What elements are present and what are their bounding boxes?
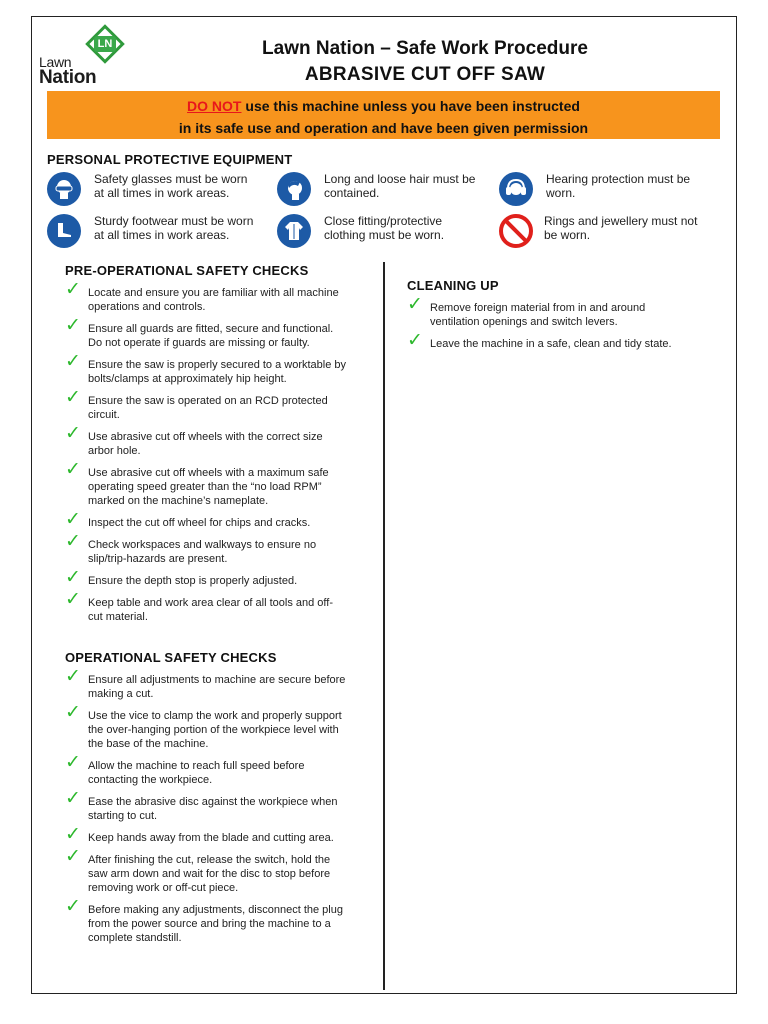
document-subtitle: ABRASIVE CUT OFF SAW [304,64,546,85]
check-item-line: Keep hands away from the blade and cutting area. [88,832,334,844]
safety-boots-icon [47,214,81,248]
checkmark-icon: ✓ [65,509,81,530]
checkmark-icon: ✓ [65,315,81,336]
check-item [65,896,375,945]
checkmark-icon: ✓ [65,702,81,723]
ppe-item [47,214,253,248]
checkmark-icon: ✓ [65,567,81,588]
protective-clothing-icon [277,214,311,248]
operational-list [65,666,375,945]
ppe-text [546,172,690,200]
check-item-line: operating speed greater than the “no load RPM” [88,481,322,493]
ppe-line: at all times in work areas. [94,228,230,242]
logo-wordmark [39,54,97,88]
check-item [65,387,375,422]
ppe-line: Close fitting/protective [324,214,443,228]
check-item-line: arbor hole. [88,445,141,457]
check-item-line: saw arm down and wait for the disc to stop before [88,868,331,880]
checkmark-icon: ✓ [65,788,81,809]
check-item-line: Ease the abrasive disc against the workpiece when [88,796,338,808]
do-not-text: DO NOT [187,98,242,114]
checkmark-icon: ✓ [407,330,423,351]
check-item [65,509,375,530]
check-item-line: from the power source and bring the machine to a [88,918,331,930]
ppe-text [324,214,444,242]
hair-net-icon [277,172,311,206]
check-item-line: removing work or off-cut piece. [88,882,239,894]
ppe-item [277,214,444,248]
check-item [65,846,375,895]
checkmark-icon: ✓ [65,824,81,845]
ppe-text [94,214,253,242]
banner-line2: in its safe use and operation and have been given permission [178,120,589,136]
check-item-line: Ensure the saw is properly secured to a worktable by [88,359,347,371]
checkmark-icon: ✓ [65,351,81,372]
document-title: Lawn Nation – Safe Work Procedure [262,38,588,59]
checkmark-icon: ✓ [407,294,423,315]
logo-line1: Lawn [39,54,72,70]
check-item [65,702,375,751]
ppe-line: Rings and jewellery must not [544,214,698,228]
ppe-item [499,172,690,206]
warning-banner [47,91,720,139]
check-item-line: operations and controls. [88,301,206,313]
check-item [65,824,375,845]
ppe-line: clothing must be worn. [324,228,445,242]
check-item [65,423,375,458]
hearing-protection-icon [499,172,533,206]
check-item-line: starting to cut. [88,810,158,822]
check-item-line: cut material. [88,611,148,623]
check-item-line: Do not operate if guards are missing or faulty. [88,337,310,349]
check-item-line: Ensure the saw is operated on an RCD protected [88,395,328,407]
check-item [65,351,375,386]
check-item-line: Use abrasive cut off wheels with the correct size [88,431,323,443]
check-item-line: Leave the machine in a safe, clean and tidy state. [430,338,672,350]
checkmark-icon: ✓ [65,896,81,917]
ppe-item [47,172,247,206]
ppe-heading: PERSONAL PROTECTIVE EQUIPMENT [47,152,293,167]
checkmark-icon: ✓ [65,279,81,300]
check-item-line: complete standstill. [88,932,182,944]
check-item-line: making a cut. [88,688,154,700]
check-item-line: Keep table and work area clear of all tools and off- [88,597,334,609]
ppe-line: at all times in work areas. [94,186,230,200]
pre-operational-heading: PRE-OPERATIONAL SAFETY CHECKS [65,263,309,278]
ppe-line: contained. [324,186,380,200]
check-item-line: Ensure all guards are fitted, secure and functional. [88,323,334,335]
check-item-line: bolts/clamps at approximately hip height. [88,373,287,385]
column-divider [383,262,385,990]
check-item-line: the base of the machine. [88,738,209,750]
cleaning-heading: CLEANING UP [407,278,499,293]
check-item-line: ventilation openings and switch levers. [430,316,618,328]
check-item-line: Inspect the cut off wheel for chips and cracks. [88,517,311,529]
banner-line1-rest: use this machine unless you have been instructed [241,98,580,114]
check-item [65,459,375,508]
checkmark-icon: ✓ [65,666,81,687]
check-item-line: Locate and ensure you are familiar with all machine [88,287,339,299]
check-item-line: slip/trip-hazards are present. [88,553,228,565]
safety-glasses-icon [47,172,81,206]
check-item-line: circuit. [88,409,120,421]
banner-line1 [47,95,720,117]
check-item-line: Before making any adjustments, disconnect the plug [88,904,343,916]
check-item-line: Use abrasive cut off wheels with a maximum safe [88,467,329,479]
check-item-line: Ensure all adjustments to machine are secure before [88,674,346,686]
cleaning-list [407,294,707,351]
ppe-text [94,172,247,200]
check-item-line: Use the vice to clamp the work and properly support [88,710,342,722]
ppe-text [544,214,697,242]
ppe-line: Safety glasses must be worn [94,172,248,186]
check-item-line: marked on the machine’s nameplate. [88,495,269,507]
lawn-nation-logo [39,28,119,88]
check-item [65,589,375,624]
check-item-line: Check workspaces and walkways to ensure no [88,539,317,551]
check-item-line: contacting the workpiece. [88,774,213,786]
check-item [407,330,707,351]
logo-line2: Nation [39,67,97,88]
ppe-line: worn. [546,186,576,200]
check-item [65,752,375,787]
checkmark-icon: ✓ [65,459,81,480]
pre-operational-list [65,279,375,624]
check-item [407,294,707,329]
checkmark-icon: ✓ [65,589,81,610]
check-item [65,666,375,701]
check-item [65,279,375,314]
check-item [65,315,375,350]
ppe-line: Long and loose hair must be [324,172,476,186]
logo-badge: LN [94,36,116,52]
ppe-text [324,172,475,200]
check-item [65,567,375,588]
check-item-line: Allow the machine to reach full speed before [88,760,305,772]
check-item-line: the over-hanging portion of the workpiece level with [88,724,339,736]
checkmark-icon: ✓ [65,752,81,773]
ppe-item [277,172,475,206]
check-item [65,531,375,566]
checkmark-icon: ✓ [65,531,81,552]
check-item-line: After finishing the cut, release the switch, hold the [88,854,331,866]
checkmark-icon: ✓ [65,387,81,408]
operational-heading: OPERATIONAL SAFETY CHECKS [65,650,277,665]
ppe-line: Sturdy footwear must be worn [94,214,254,228]
ppe-line: be worn. [544,228,591,242]
no-jewellery-icon [499,214,533,248]
check-item-line: Remove foreign material from in and around [430,302,646,314]
ppe-item [499,214,697,248]
checkmark-icon: ✓ [65,846,81,867]
ppe-line: Hearing protection must be [546,172,691,186]
check-item [65,788,375,823]
checkmark-icon: ✓ [65,423,81,444]
check-item-line: Ensure the depth stop is properly adjusted. [88,575,298,587]
